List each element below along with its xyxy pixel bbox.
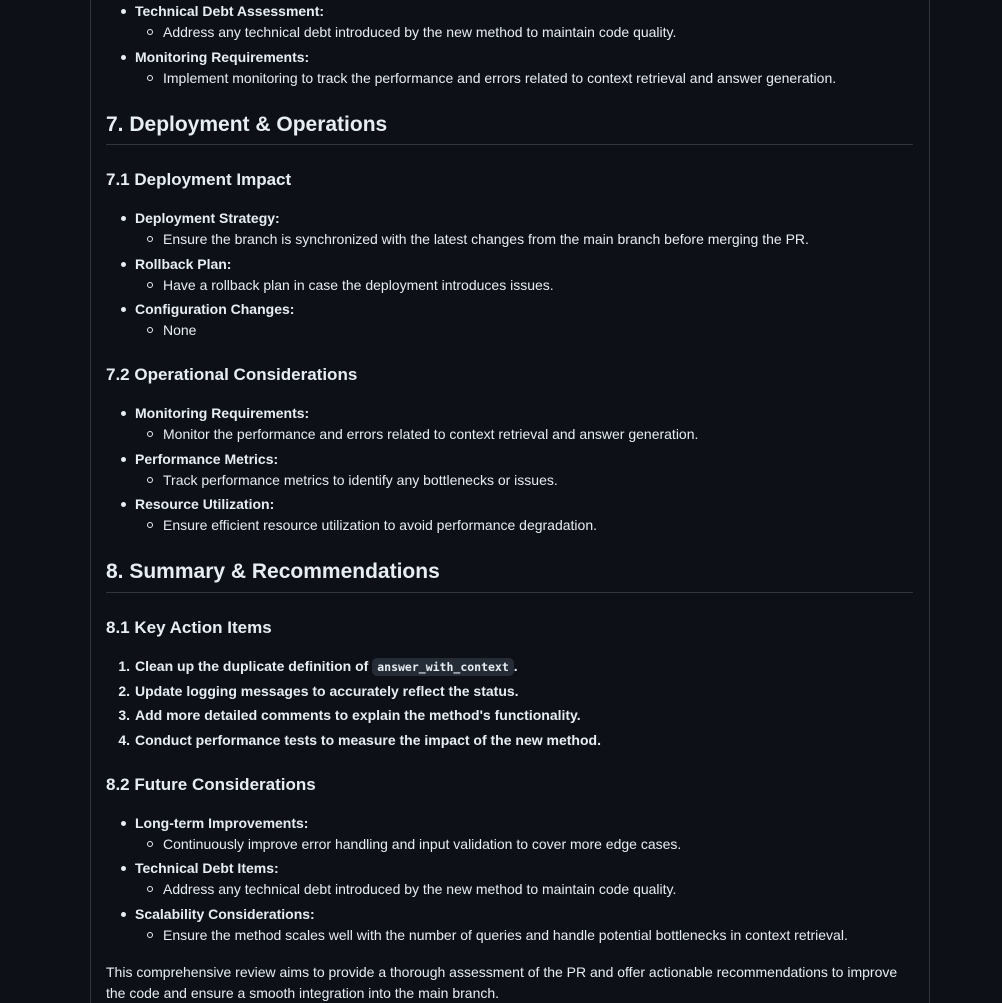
list-item-label: Rollback Plan: — [135, 256, 232, 272]
list-item-label: Performance Metrics: — [135, 451, 279, 467]
bullet-disc — [121, 9, 126, 14]
subsection-heading: 7.1 Deployment Impact — [106, 170, 292, 189]
bullet-circle — [147, 886, 153, 892]
bullet-circle — [147, 75, 153, 81]
list-item-label: Technical Debt Items: — [135, 860, 279, 876]
list-item-label: Scalability Considerations: — [135, 906, 315, 922]
action-item: Add more detailed comments to explain the method's functionality. — [135, 707, 581, 723]
list-item-label: Long-term Improvements: — [135, 815, 309, 831]
bullet-circle — [147, 431, 153, 437]
bullet-disc — [121, 912, 126, 917]
list-item-label: Resource Utilization: — [135, 496, 275, 512]
bullet-circle — [147, 932, 153, 938]
bullet-circle — [147, 327, 153, 333]
action-item: Conduct performance tests to measure the impact of the new method. — [135, 732, 601, 748]
list-item-text: Monitor the performance and errors related to context retrieval and answer generation. — [163, 426, 699, 442]
subsection-heading: 8.2 Future Considerations — [106, 775, 316, 794]
list-item-text: Ensure efficient resource utilization to avoid performance degradation. — [163, 517, 597, 533]
section-heading: 7. Deployment & Operations — [106, 113, 388, 136]
action-item-suffix: . — [513, 658, 518, 674]
list-item-label: Technical Debt Assessment: — [135, 3, 325, 19]
list-item-label: Configuration Changes: — [135, 301, 295, 317]
bullet-disc — [121, 216, 126, 221]
list-item-text: None — [163, 322, 197, 338]
inline-code: answer_with_context — [372, 658, 514, 676]
list-item-label: Monitoring Requirements: — [135, 49, 310, 65]
list-item-text: Track performance metrics to identify any bottlenecks or issues. — [163, 472, 558, 488]
bullet-disc — [121, 866, 126, 871]
bullet-circle — [147, 29, 153, 35]
action-item-text: Clean up the duplicate definition of — [135, 658, 369, 674]
bullet-disc — [121, 457, 126, 462]
list-item-text: Have a rollback plan in case the deployment introduces issues. — [163, 277, 554, 293]
list-item-label: Monitoring Requirements: — [135, 405, 310, 421]
bullet-disc — [121, 821, 126, 826]
bullet-circle — [147, 522, 153, 528]
list-number: 4. — [118, 732, 130, 748]
bullet-disc — [121, 502, 126, 507]
list-number: 1. — [118, 658, 130, 674]
list-item-text: Address any technical debt introduced by the new method to maintain code quality. — [163, 881, 677, 897]
bullet-circle — [147, 236, 153, 242]
list-number: 2. — [118, 683, 130, 699]
list-item-label: Deployment Strategy: — [135, 210, 280, 226]
subsection-heading: 8.1 Key Action Items — [106, 618, 272, 637]
subsection-heading: 7.2 Operational Considerations — [106, 365, 358, 384]
action-item: Update logging messages to accurately reflect the status. — [135, 683, 519, 699]
list-item-text: Address any technical debt introduced by the new method to maintain code quality. — [163, 24, 677, 40]
bullet-disc — [121, 307, 126, 312]
action-item — [135, 658, 518, 674]
closing-paragraph: This comprehensive review aims to provide a thorough assessment of the PR and offer actionable recommendations to improve the code and ensure a smooth integration into the main branch. — [106, 964, 898, 1001]
list-item-text: Ensure the method scales well with the number of queries and handle potential bottlenecks in context retrieval. — [163, 927, 848, 943]
bullet-disc — [121, 262, 126, 267]
bullet-disc — [121, 411, 126, 416]
list-item-text: Ensure the branch is synchronized with the latest changes from the main branch before merging the PR. — [163, 231, 809, 247]
list-number: 3. — [118, 707, 130, 723]
bullet-circle — [147, 841, 153, 847]
list-item-text: Continuously improve error handling and input validation to cover more edge cases. — [163, 836, 682, 852]
bullet-circle — [147, 282, 153, 288]
bullet-disc — [121, 55, 126, 60]
heading-divider — [106, 144, 913, 145]
section-heading: 8. Summary & Recommendations — [106, 560, 440, 583]
list-item-text: Implement monitoring to track the performance and errors related to context retrieval and answer generation. — [163, 70, 837, 86]
heading-divider — [106, 592, 913, 593]
bullet-circle — [147, 477, 153, 483]
